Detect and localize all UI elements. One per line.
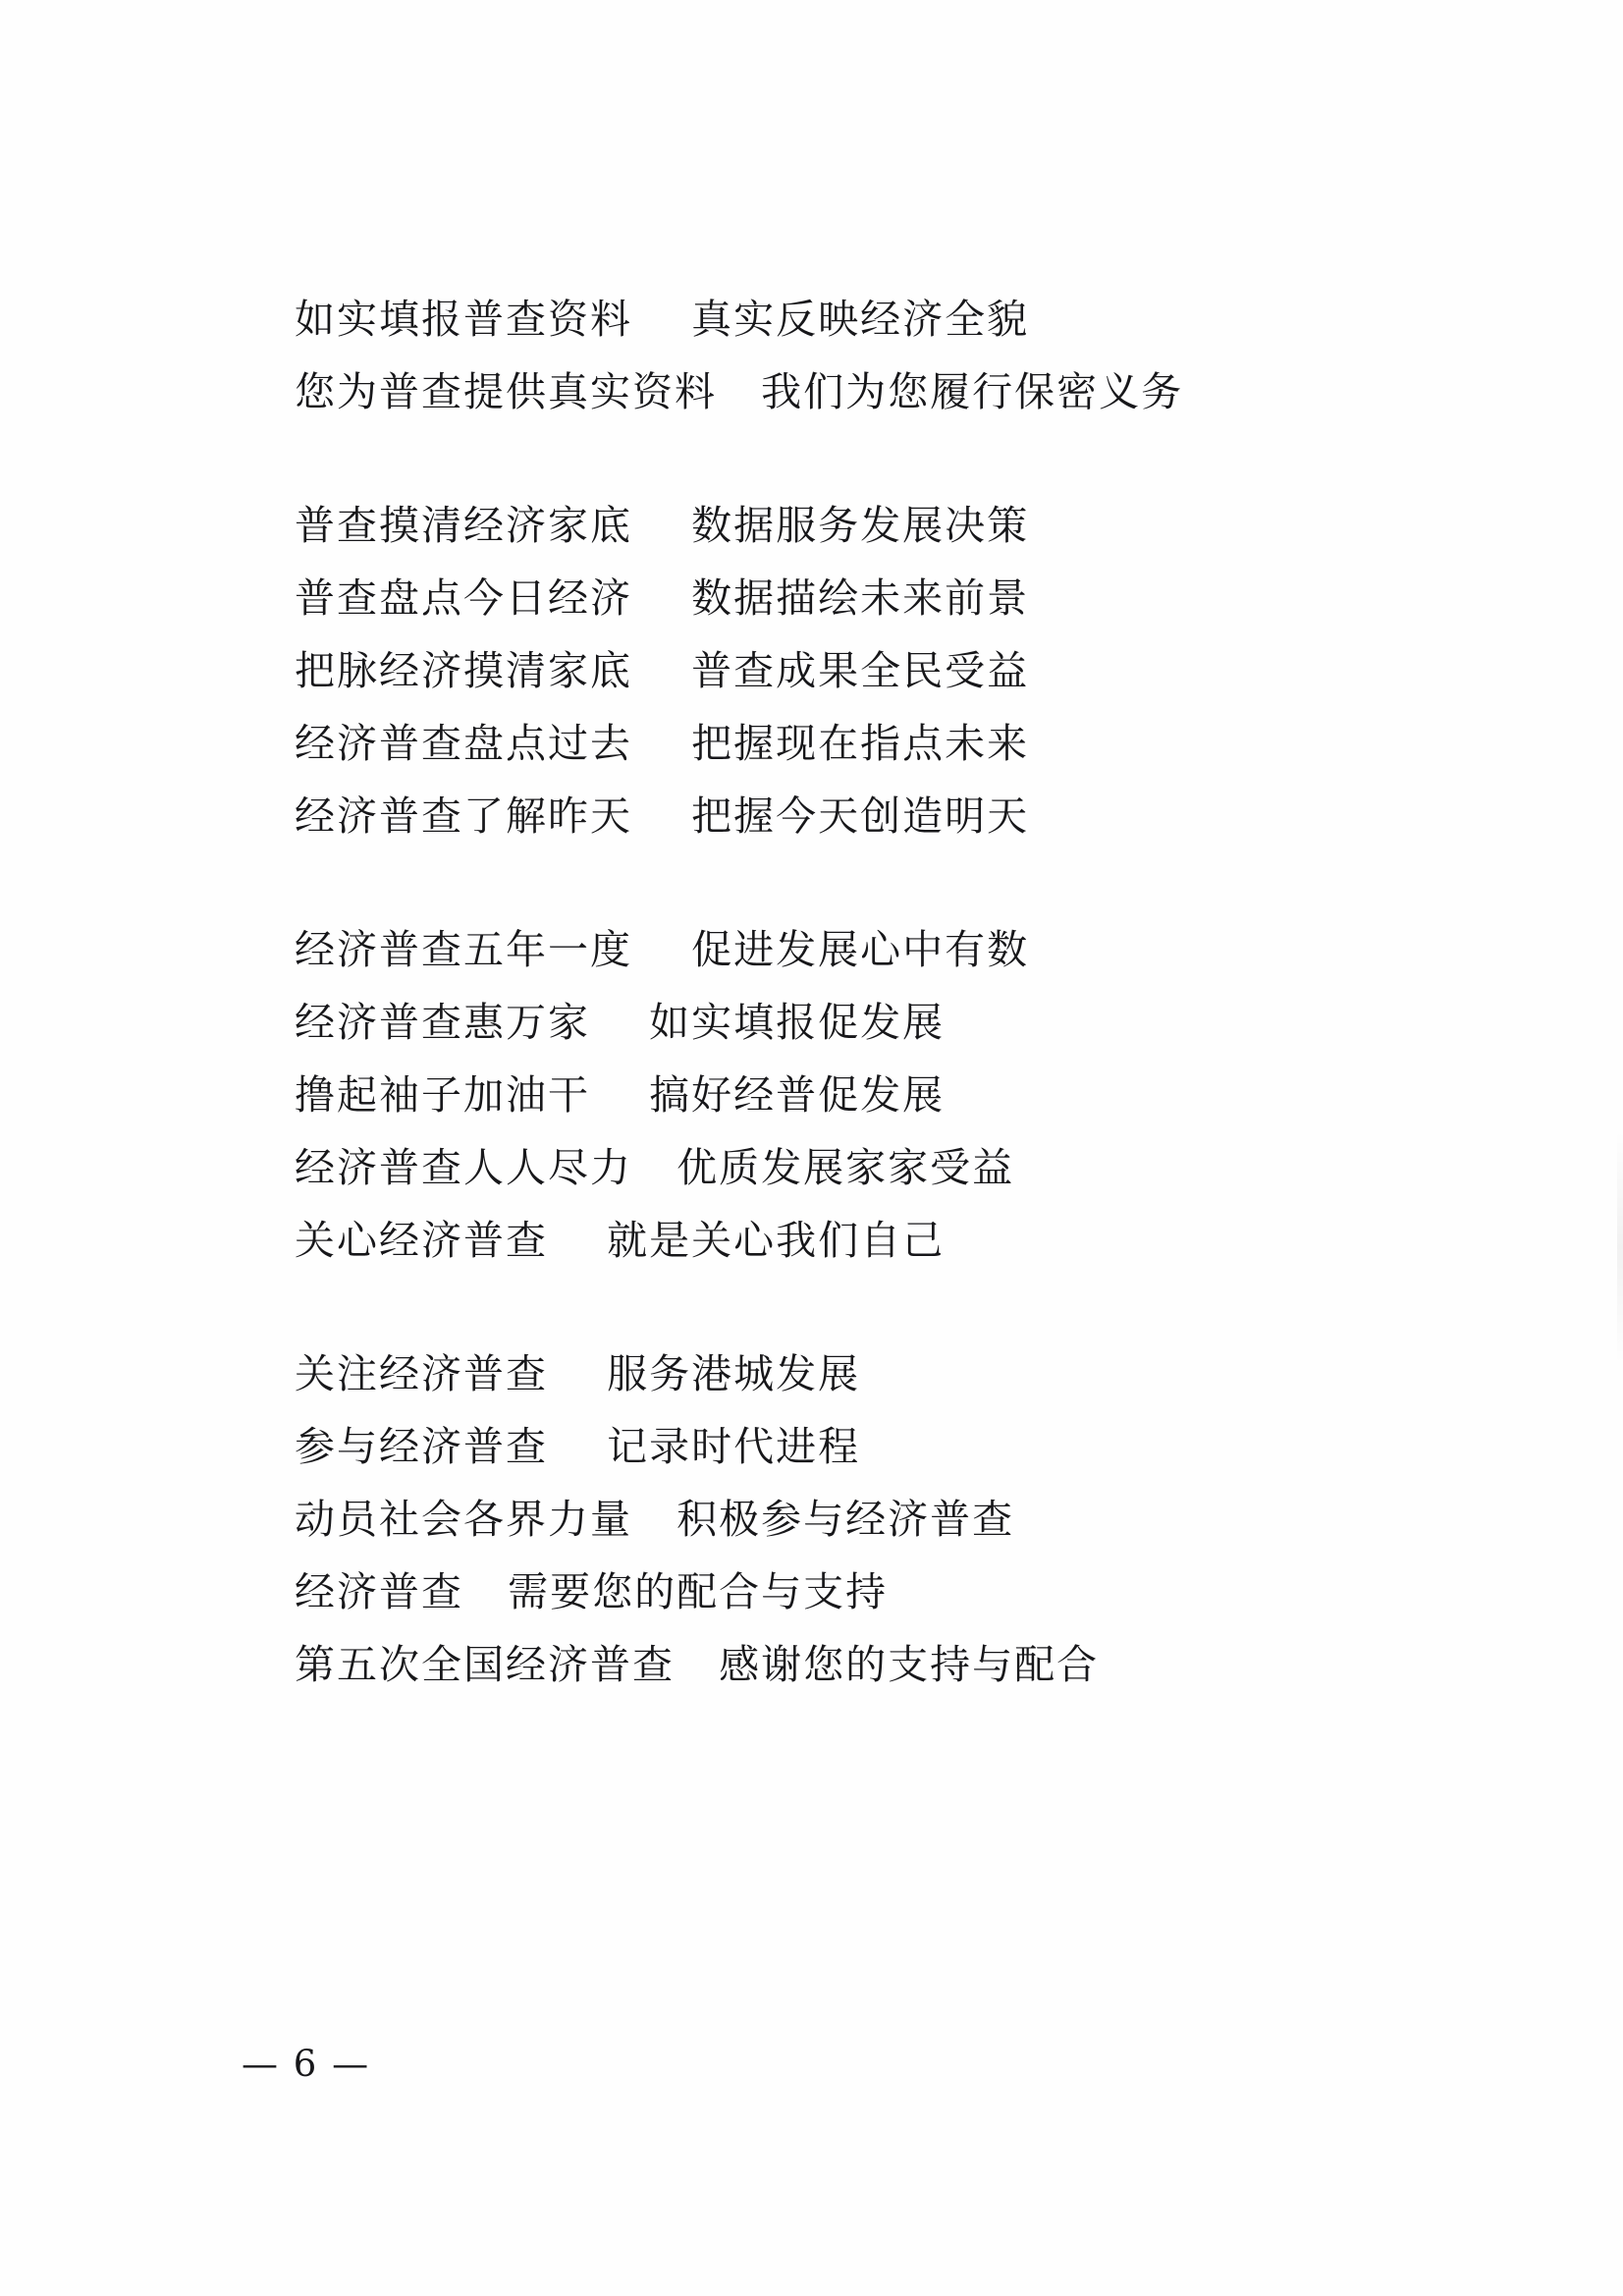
slogan-line: 第五次全国经济普查 感谢您的支持与配合 xyxy=(295,1641,1100,1688)
slogan-line: 撸起袖子加油干 搞好经普促发展 xyxy=(295,1071,946,1119)
slogan-line: 经济普查盘点过去 把握现在指点未来 xyxy=(295,720,1030,767)
slogan-line: 动员社会各界力量 积极参与经济普查 xyxy=(295,1496,1015,1543)
page-edge-shadow xyxy=(1617,1129,1623,1365)
slogan-group-1 xyxy=(295,283,1375,428)
slogan-line: 关心经济普查 就是关心我们自己 xyxy=(295,1217,946,1264)
slogan-line: 您为普查提供真实资料 我们为您履行保密义务 xyxy=(295,368,1184,415)
slogan-group-3 xyxy=(295,913,1375,1277)
slogan-line: 经济普查人人尽力 优质发展家家受益 xyxy=(295,1144,1015,1191)
slogan-line: 如实填报普查资料 真实反映经济全貌 xyxy=(295,296,1030,343)
slogan-line: 把脉经济摸清家底 普查成果全民受益 xyxy=(295,647,1030,694)
slogan-line: 经济普查 需要您的配合与支持 xyxy=(295,1568,889,1615)
slogan-line: 参与经济普查 记录时代进程 xyxy=(295,1423,861,1470)
slogan-line: 经济普查惠万家 如实填报促发展 xyxy=(295,999,946,1046)
slogan-line: 普查盘点今日经济 数据描绘未来前景 xyxy=(295,574,1030,622)
slogan-line: 普查摸清经济家底 数据服务发展决策 xyxy=(295,502,1030,549)
slogan-group-4 xyxy=(295,1338,1375,1701)
page-number: — 6 — xyxy=(242,2043,371,2085)
slogan-line: 经济普查了解昨天 把握今天创造明天 xyxy=(295,793,1030,840)
slogan-group-2 xyxy=(295,489,1375,852)
slogan-content xyxy=(295,283,1375,1701)
slogan-line: 关注经济普查 服务港城发展 xyxy=(295,1350,861,1397)
slogan-line: 经济普查五年一度 促进发展心中有数 xyxy=(295,926,1030,973)
